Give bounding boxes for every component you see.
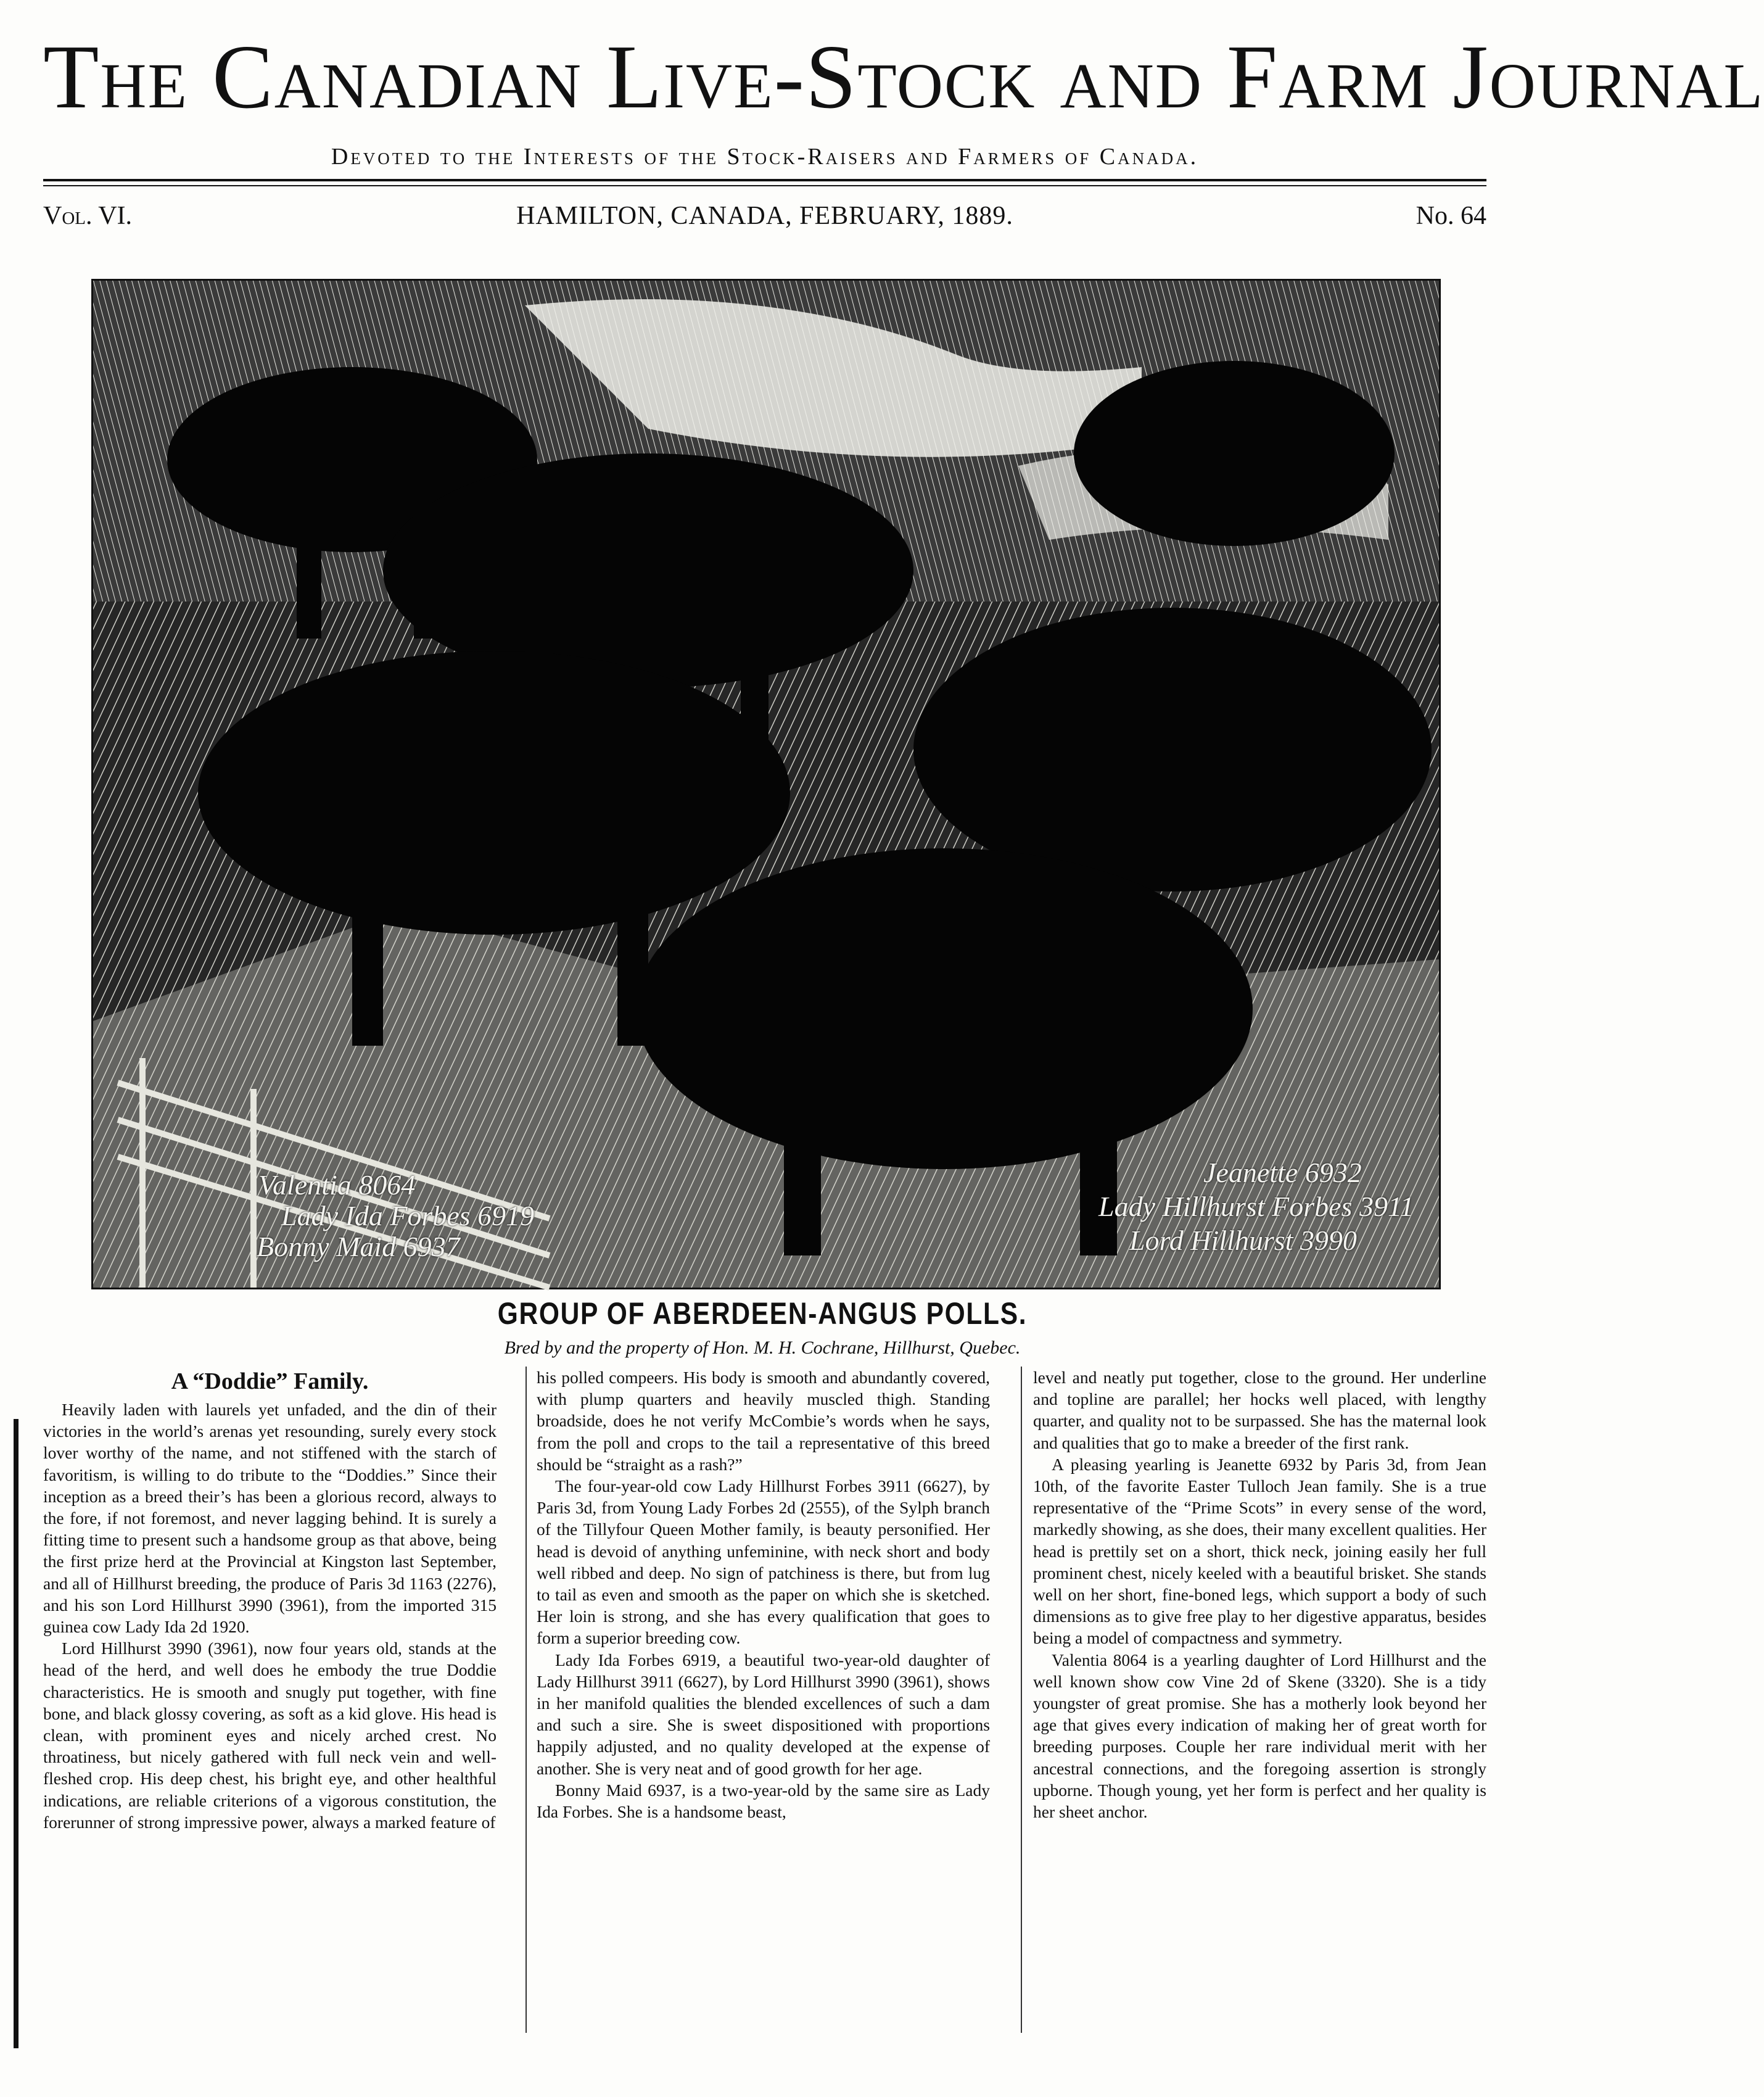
paragraph: level and neatly put together, close to the ground. Her underline and topline are parallel; her hocks well placed, with lengthy quarter, and quality not to be surpassed. She has the maternal look and qualities that go to make a breeder of the first rank.: [1033, 1368, 1486, 1452]
plate-label-left-3: Bonny Maid 6937: [257, 1231, 460, 1262]
column-divider: [1021, 1367, 1022, 2033]
column-3: [1033, 1367, 1486, 2033]
column-2: [537, 1367, 990, 2033]
paragraph: Lord Hillhurst 3990 (3961), now four years old, stands at the head of the herd, and well does he embody the true Doddie characteristics. He is smooth and snugly put together, with fine bone, and black glossy covering, as soft as a kid glove. His head is clean, with prominent eyes and nicely arched crest. No throatiness, but nicely gathered with full neck vein and well-fleshed crop. His deep chest, his bright eye, and other healthful indications, are reliable criterions of a vigorous constitution, the forerunner of strong impressive power, always a marked feature of: [43, 1639, 497, 1832]
paragraph: A pleasing yearling is Jeanette 6932 by Paris 3d, from Jean 10th, of the favorite Easter Tulloch Jean family. She is a true representative of the “Prime Scots” in every sense of the word, markedly showing, as she does, their many excellent qualities. Her head is prettily set on a short, thick neck, joining easily her full prominent chest, nicely keeled with a beautiful brisket. She stands well on her short, fine-boned legs, which support a body of such dimensions as to give free play to her digestive apparatus, besides being a model of compactness and symmetry.: [1033, 1454, 1486, 1648]
cow-silhouette: [1074, 361, 1395, 546]
article-body: [43, 1367, 1486, 2033]
illustration-credit: Bred by and the property of Hon. M. H. Cochrane, Hillhurst, Quebec.: [504, 1338, 1021, 1358]
paragraph: Heavily laden with laurels yet unfaded, and the din of their victories in the world’s arenas yet resounding, surely every stock lover worthy of the name, and not stiffened with the starch of favoritism, is willing to do tribute to the “Doddies.” Since their inception as a breed their’s has been a glorious record, always to the fore, if not foremost, and never lagging behind. It is surely a fitting time to present such a handsome group as that above, being the first prize herd at the Provincial at Kingston last September, and all of Hillhurst breeding, the produce of Paris 3d 1163 (2276), and his son Lord Hillhurst 3990 (3961), from the imported 315 guinea cow Lady Ida 2d 1920.: [43, 1400, 497, 1637]
plate-label-left-2: Lady Ida Forbes 6919: [281, 1200, 535, 1231]
illustration-caption: GROUP OF ABERDEEN-ANGUS POLLS.: [497, 1296, 1028, 1331]
plate-label-right-3: Lord Hillhurst 3990: [1129, 1225, 1357, 1256]
cow-silhouette: [198, 651, 790, 935]
issue-number: No. 64: [1416, 202, 1486, 230]
article-heading: A “Doddie” Family.: [171, 1368, 369, 1394]
journal-title: The Canadian Live-Stock and Farm Journal: [43, 27, 1764, 128]
dateline: HAMILTON, CANADA, FEBRUARY, 1889.: [516, 202, 1013, 230]
journal-subtitle: Devoted to the Interests of the Stock-Raisers and Farmers of Canada.: [331, 144, 1199, 170]
paragraph: Lady Ida Forbes 6919, a beautiful two-year-old daughter of Lady Hillhurst 3911 (6627), by Lord Hillhurst 3990 (3961), shows in her manifold qualities the blended excellences of such a dam and such a sire. She is sweet dispositioned with proportions happily adjusted, and no quality developed at the expense of another. She is very neat and of good growth for her age.: [537, 1650, 990, 1778]
column-divider: [525, 1367, 527, 2033]
volume-label: Vol. VI.: [43, 202, 133, 230]
masthead: [43, 25, 1764, 170]
cow-silhouette: [913, 608, 1432, 891]
masthead-rule-thick: [43, 179, 1486, 181]
scan-margin-mark: [14, 1419, 19, 2048]
plate-label-right-1: Jeanette 6932: [1203, 1157, 1362, 1188]
paragraph: The four-year-old cow Lady Hillhurst Forbes 3911 (6627), by Paris 3d, from Young Lady Forbes 2d (2555), of the Sylph branch of the Tillyfour Queen Mother family, is beauty personified. Her head is devoid of anything unfeminine, with neck short and body well ribbed and deep. No sign of patchiness is there, but from lug to tail as even and smooth as the paper on which she is sketched. Her loin is strong, and she has every qualification that goes to form a superior breeding cow.: [537, 1476, 990, 1648]
masthead-rule-thin: [43, 185, 1486, 186]
cattle-engraving: [91, 279, 1441, 1289]
column-1: [43, 1367, 497, 2033]
paragraph: his polled compeers. His body is smooth and abundantly covered, with plump quarters and heavily muscled thigh. Standing broadside, does he not verify McCombie’s words when he says, from the poll and crops to the tail a representative of this breed should be “straight as a rash?”: [537, 1368, 990, 1474]
issue-line: [43, 197, 1486, 234]
paragraph: Valentia 8064 is a yearling daughter of Lord Hillhurst and the well known show cow Vine 2d of Skene (3320). She is a tidy youngster of great promise. She has a motherly look beyond her age that gives every indication of making her of great worth for breeding purposes. Couple her rare individual merit with her ancestral connections, and the foregoing assertion is strongly upborne. Though young, yet her form is perfect and her quality is her sheet anchor.: [1033, 1650, 1486, 1822]
cow-silhouette: [636, 848, 1253, 1169]
plate-label-left-1: Valentia 8064: [258, 1169, 416, 1201]
engraving-artwork: [93, 281, 1439, 1288]
plate-label-right-2: Lady Hillhurst Forbes 3911: [1098, 1191, 1414, 1222]
paragraph: Bonny Maid 6937, is a two-year-old by the same sire as Lady Ida Forbes. She is a handsome beast,: [537, 1780, 990, 1822]
